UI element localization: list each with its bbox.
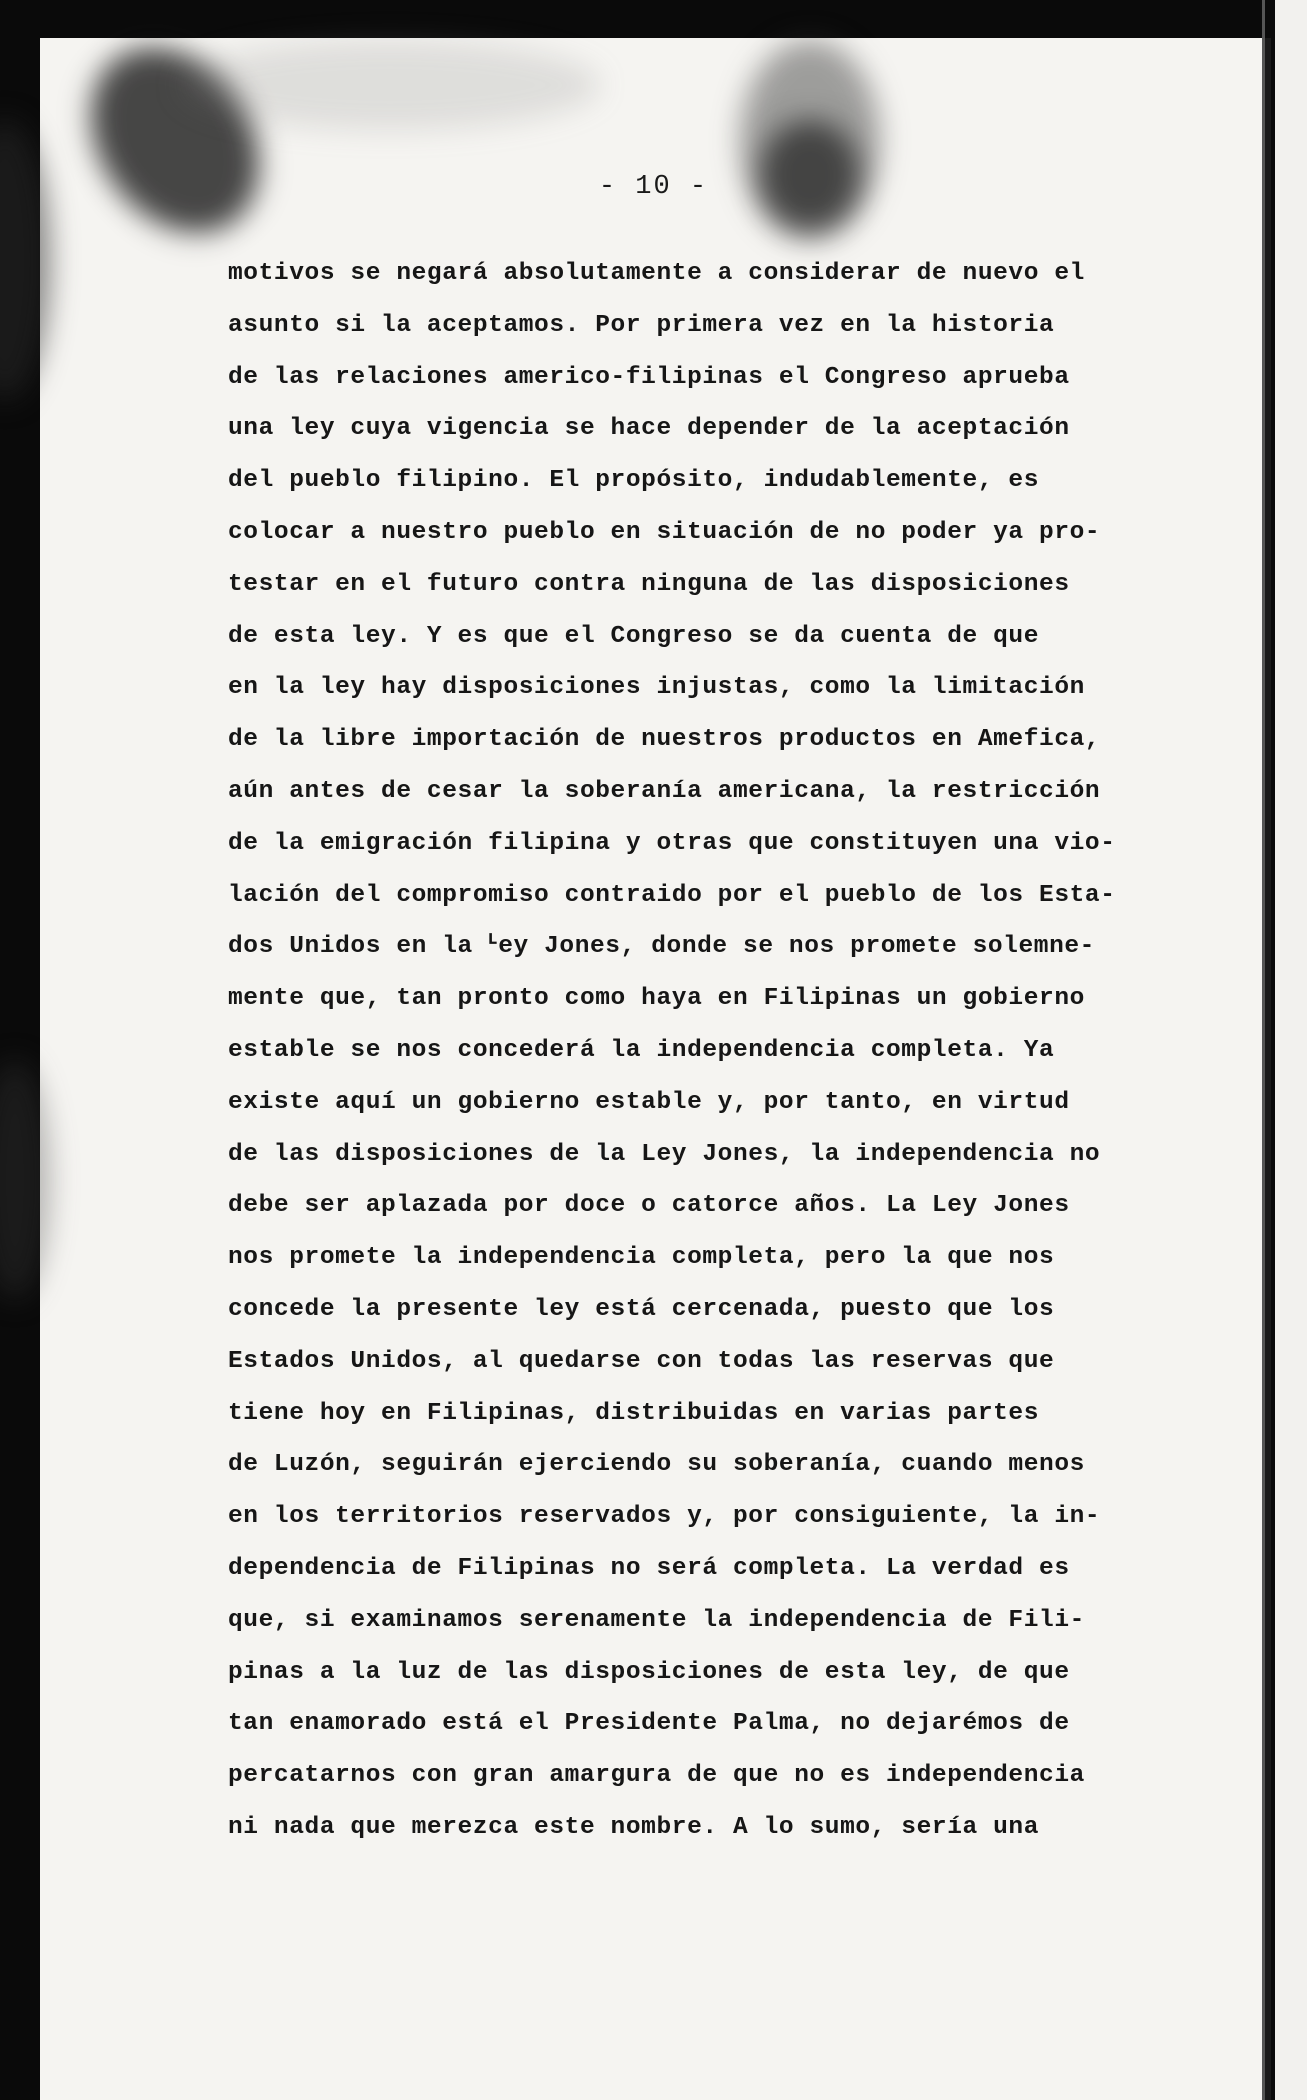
text-line: ni nada que merezca este nombre. A lo sumo, sería una — [228, 1813, 1040, 1841]
text-line: existe aquí un gobierno estable y, por tanto, en virtud — [228, 1088, 1070, 1116]
right-margin-strip — [1275, 0, 1307, 2100]
text-line: dependencia de Filipinas no será completa. La verdad es — [228, 1554, 1070, 1582]
text-line: en la ley hay disposiciones injustas, como la limitación — [228, 674, 1085, 702]
text-line: de la emigración filipina y otras que constituyen una vio- — [228, 829, 1116, 857]
text-line: tiene hoy en Filipinas, distribuidas en varias partes — [228, 1399, 1040, 1427]
text-line: testar en el futuro contra ninguna de las disposiciones — [228, 570, 1070, 598]
text-line: Estados Unidos, al quedarse con todas las reservas que — [228, 1347, 1055, 1375]
body-text — [228, 248, 1128, 1854]
ink-stain — [180, 40, 600, 130]
text-line: de Luzón, seguirán ejerciendo su soberanía, cuando menos — [228, 1451, 1085, 1479]
text-line: tan enamorado está el Presidente Palma, no dejarémos de — [228, 1710, 1070, 1738]
text-line: dos Unidos en la ᒻey Jones, donde se nos promete solemne- — [228, 933, 1095, 961]
text-line: aún antes de cesar la soberanía americana, la restricción — [228, 777, 1101, 805]
page-edge-line — [1262, 0, 1265, 2100]
text-line: percatarnos con gran amargura de que no es independencia — [228, 1762, 1085, 1790]
text-line: pinas a la luz de las disposiciones de esta ley, de que — [228, 1658, 1070, 1686]
text-line: que, si examinamos serenamente la independencia de Fili- — [228, 1606, 1085, 1634]
text-line: de las relaciones americo-filipinas el Congreso aprueba — [228, 363, 1070, 391]
page-number: - 10 - — [598, 172, 709, 202]
text-line: en los territorios reservados y, por consiguiente, la in- — [228, 1503, 1101, 1531]
text-line: del pueblo filipino. El propósito, indudablemente, es — [228, 467, 1040, 495]
text-line: de esta ley. Y es que el Congreso se da cuenta de que — [228, 622, 1040, 650]
text-line: de las disposiciones de la Ley Jones, la independencia no — [228, 1140, 1101, 1168]
text-line: colocar a nuestro pueblo en situación de no poder ya pro- — [228, 518, 1101, 546]
text-line: lación del compromiso contraido por el pueblo de los Esta- — [228, 881, 1116, 909]
text-line: debe ser aplazada por doce o catorce años. La Ley Jones — [228, 1192, 1070, 1220]
text-line: mente que, tan pronto como haya en Filipinas un gobierno — [228, 985, 1085, 1013]
text-line: estable se nos concederá la independencia completa. Ya — [228, 1036, 1055, 1064]
text-line: de la libre importación de nuestros productos en Amefica, — [228, 726, 1101, 754]
text-line: concede la presente ley está cercenada, puesto que los — [228, 1295, 1055, 1323]
text-line: motivos se negará absolutamente a considerar de nuevo el — [228, 260, 1085, 287]
text-line: nos promete la independencia completa, pero la que nos — [228, 1244, 1055, 1272]
text-line: asunto si la aceptamos. Por primera vez en la historia — [228, 311, 1055, 339]
text-line: una ley cuya vigencia se hace depender de la aceptación — [228, 415, 1070, 443]
